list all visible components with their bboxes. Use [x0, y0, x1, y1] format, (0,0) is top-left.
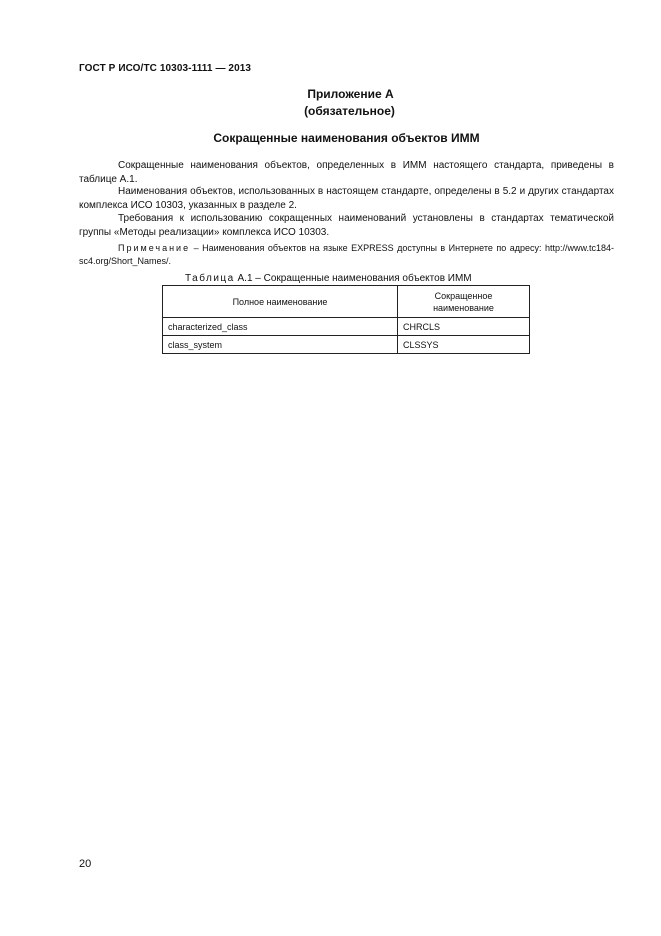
page-number: 20 — [79, 858, 92, 870]
table-caption — [185, 273, 472, 284]
header-short-name: Сокращенное наименование — [398, 286, 530, 318]
cell-short-name: CHRCLS — [398, 318, 530, 336]
annex-title: Приложение А — [307, 87, 394, 101]
paragraph-text: Наименования объектов, использованных в настоящем стандарте, определены в 5.2 и других стандартах комплекса ИСО 10303, указанных в разделе 2. — [79, 186, 614, 211]
header-full-name: Полное наименование — [163, 286, 398, 318]
paragraph-2 — [79, 185, 614, 212]
cell-full-name: characterized_class — [163, 318, 398, 336]
annex-status: (обязательное) — [304, 104, 395, 118]
cell-short-name: CLSSYS — [398, 336, 530, 354]
paragraph-text: Требования к использованию сокращенных наименований установлены в стандартах тематической группы «Методы реализации» комплекса ИСО 10303. — [79, 213, 614, 238]
table-caption-label: Таблица — [185, 273, 235, 284]
note — [79, 242, 614, 268]
table-row — [163, 318, 530, 336]
section-title: Сокращенные наименования объектов ИММ — [213, 131, 480, 145]
note-label: Примечание — [118, 243, 191, 253]
table-caption-text: А.1 – Сокращенные наименования объектов ИММ — [237, 273, 472, 284]
document-code: ГОСТ Р ИСО/ТС 10303-1111 — 2013 — [79, 63, 252, 74]
short-names-table — [162, 285, 530, 354]
paragraph-text: Сокращенные наименования объектов, определенных в ИММ настоящего стандарта, приведены в таблице А.1. — [79, 160, 614, 185]
paragraph-1 — [79, 159, 614, 186]
cell-full-name: class_system — [163, 336, 398, 354]
note-text: – Наименования объектов на языке EXPRESS доступны в Интернете по адресу: http://www.tc184-sc4.org/Short_Names/. — [79, 243, 614, 266]
annex-heading — [0, 86, 661, 120]
table-header-row — [163, 286, 530, 318]
table-row — [163, 336, 530, 354]
paragraph-3 — [79, 212, 614, 239]
